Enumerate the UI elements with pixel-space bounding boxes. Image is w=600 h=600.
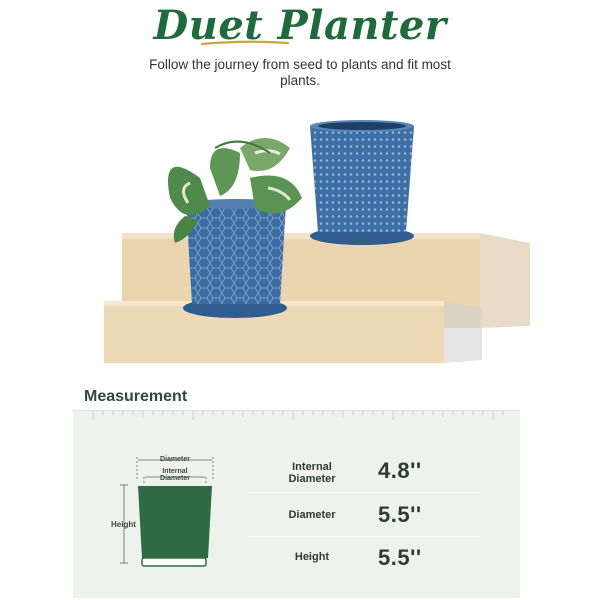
title-underline (200, 38, 290, 48)
pot-silhouette-icon (138, 486, 212, 558)
diameter-row-label: Diameter (288, 509, 336, 521)
dot-pattern-pot-icon (310, 120, 414, 245)
pot-dimension-diagram (100, 445, 230, 575)
page-title: Duet Planter (153, 2, 447, 49)
saucer-icon (142, 558, 206, 566)
product-photo (90, 108, 530, 373)
height-row-label: Height (294, 551, 330, 563)
diameter-value: 5.5'' (378, 502, 422, 527)
height-label: Height (111, 520, 136, 529)
row-divider (248, 536, 480, 537)
internal-diameter-label: Internal Diameter (160, 468, 190, 482)
height-value: 5.5'' (378, 545, 422, 570)
measurement-heading: Measurement (84, 388, 188, 405)
internal-diameter-value: 4.8'' (378, 458, 422, 483)
internal-diameter-row-label: Internal Diameter (288, 461, 336, 485)
ruler-ticks (73, 410, 520, 424)
row-divider (248, 492, 480, 493)
hexagon-pattern-pot-icon (183, 199, 287, 318)
subtitle: Follow the journey from seed to plants and fit most plants. (149, 57, 451, 88)
wooden-riser-icon (104, 233, 530, 363)
diameter-label: Diameter (160, 456, 190, 463)
